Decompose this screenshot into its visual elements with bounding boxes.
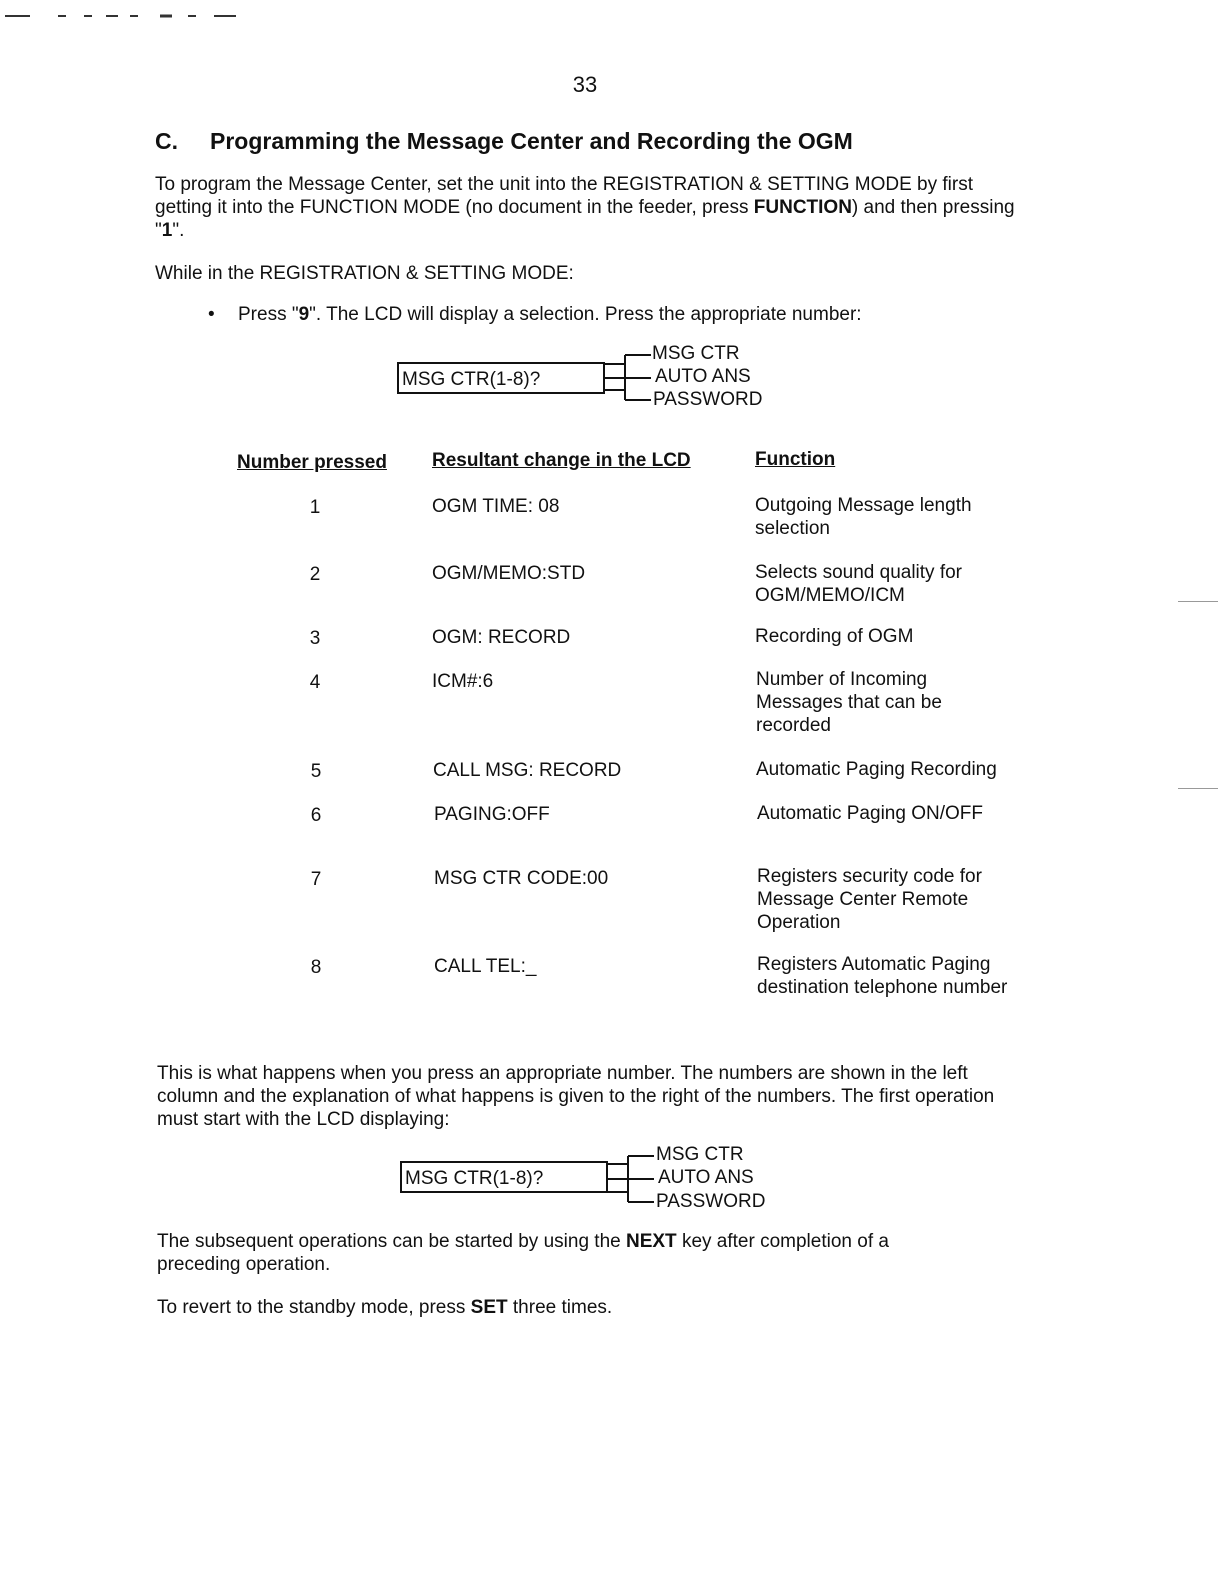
- intro-text-3: ".: [172, 220, 185, 241]
- bullet-text-2: ". The LCD will display a selection. Press the appropriate number:: [309, 304, 862, 325]
- row-3-number: 3: [309, 628, 321, 649]
- branch-connector-2: [608, 1152, 658, 1214]
- section-letter: C.: [155, 128, 178, 154]
- row-7-lcd: MSG CTR CODE:00: [434, 868, 609, 889]
- section-title: Programming the Message Center and Recording the OGM: [210, 128, 853, 154]
- section-heading: [155, 128, 853, 155]
- key-1: 1: [161, 220, 173, 241]
- scan-edge-mark-2: [1178, 788, 1218, 789]
- row-1-lcd: OGM TIME: 08: [432, 496, 560, 517]
- scan-artifact-marks: [0, 8, 240, 20]
- function-key: FUNCTION: [753, 197, 852, 218]
- page-number: 33: [572, 72, 598, 97]
- bullet-dot: •: [208, 304, 215, 325]
- intro-paragraph: [155, 173, 1025, 242]
- lcd-option-password-2: PASSWORD: [656, 1191, 766, 1212]
- row-6-lcd: PAGING:OFF: [434, 804, 550, 825]
- mode-paragraph: While in the REGISTRATION & SETTING MODE:: [155, 263, 574, 284]
- row-5-number: 5: [310, 761, 322, 782]
- header-lcd-change: Resultant change in the LCD: [432, 450, 691, 471]
- branch-connector-1: [605, 350, 655, 412]
- header-function: Function: [755, 449, 836, 470]
- row-1-number: 1: [309, 497, 321, 518]
- row-6-function: Automatic Paging ON/OFF: [757, 803, 983, 824]
- subsequent-paragraph: [157, 1230, 957, 1276]
- standby-text-2: three times.: [507, 1297, 613, 1318]
- explanation-paragraph: This is what happens when you press an appropriate number. The numbers are shown in the left column and the explanation of what happens is given to the right of the numbers. The first operation must start with the LCD displaying:: [157, 1063, 995, 1130]
- set-key: SET: [470, 1297, 508, 1318]
- row-4-number: 4: [309, 672, 321, 693]
- row-8-lcd: CALL TEL:_: [434, 956, 537, 977]
- row-4-function: Number of Incoming Messages that can be recorded: [756, 669, 942, 736]
- row-5-lcd: CALL MSG: RECORD: [433, 760, 622, 781]
- lcd-option-auto-ans-2: AUTO ANS: [658, 1167, 754, 1188]
- lcd-option-password-1: PASSWORD: [653, 389, 763, 410]
- next-key: NEXT: [625, 1231, 677, 1252]
- row-6-number: 6: [310, 805, 322, 826]
- intro-text-2: ) and then pressing ": [155, 197, 1015, 241]
- header-number-pressed: Number pressed: [237, 452, 387, 473]
- row-2-number: 2: [309, 564, 321, 585]
- standby-paragraph: [157, 1296, 1027, 1319]
- bullet-instruction: [208, 304, 862, 326]
- lcd-option-auto-ans-1: AUTO ANS: [655, 366, 751, 387]
- lcd-display-2: MSG CTR(1-8)?: [400, 1161, 608, 1193]
- subsequent-text-2: key after completion of a preceding operation.: [157, 1231, 889, 1275]
- subsequent-text: The subsequent operations can be started by using the: [157, 1231, 626, 1252]
- row-4-lcd: ICM#:6: [432, 671, 494, 692]
- row-7-function: Registers security code for Message Center Remote Operation: [757, 866, 982, 933]
- row-3-function: Recording of OGM: [755, 626, 914, 647]
- bullet-text: Press ": [238, 304, 299, 325]
- standby-text: To revert to the standby mode, press: [157, 1297, 471, 1318]
- row-8-function: Registers Automatic Paging destination telephone number: [757, 954, 1008, 998]
- intro-text: To program the Message Center, set the unit into the REGISTRATION & SETTING MODE by first getting it into the FUNCTION MODE (no document in the feeder, press: [155, 174, 973, 218]
- key-9: 9: [298, 304, 310, 325]
- row-3-lcd: OGM: RECORD: [432, 627, 571, 648]
- row-2-lcd: OGM/MEMO:STD: [432, 563, 586, 584]
- row-8-number: 8: [310, 957, 322, 978]
- scan-edge-mark-1: [1178, 601, 1218, 602]
- row-7-number: 7: [310, 869, 322, 890]
- row-5-function: Automatic Paging Recording: [756, 759, 997, 780]
- row-1-function: Outgoing Message length selection: [755, 495, 972, 539]
- lcd-option-msg-ctr-1: MSG CTR: [652, 343, 740, 364]
- lcd-display-1: MSG CTR(1-8)?: [397, 362, 605, 394]
- row-2-function: Selects sound quality for OGM/MEMO/ICM: [755, 562, 963, 606]
- lcd-option-msg-ctr-2: MSG CTR: [656, 1144, 744, 1165]
